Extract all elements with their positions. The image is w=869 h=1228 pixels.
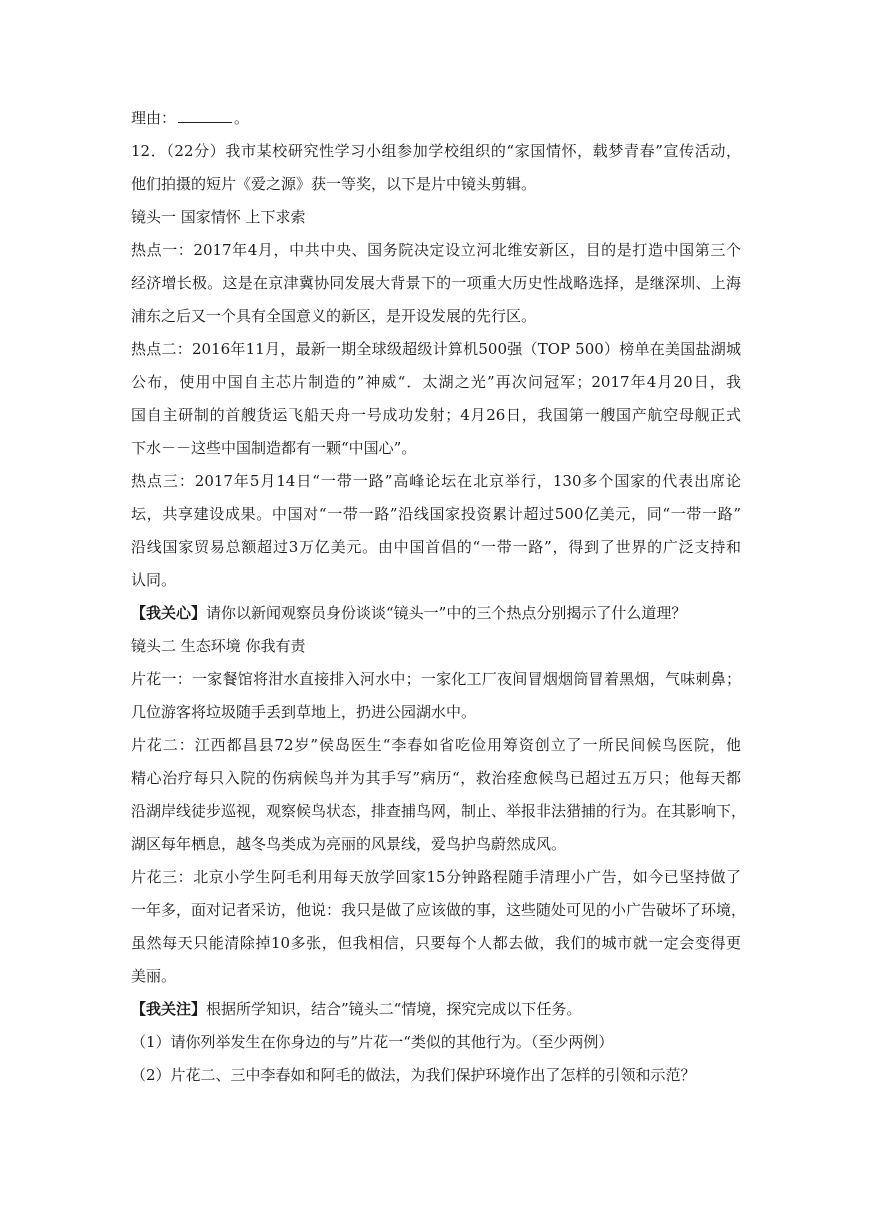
question-tag: 【我关心】 — [131, 604, 207, 622]
flower2-line-4: 湖区每年栖息，越冬鸟类成为亮丽的风景线，爱鸟护鸟蔚然成风。 — [131, 835, 567, 853]
hot3-line-3: 沿线国家贸易总额超过3万亿美元。由中国首倡的“一带一路”，得到了世界的广泛支持和 — [131, 538, 741, 556]
flower2-line-3: 沿湖岸线徒步巡视，观察候鸟状态，排查捕鸟网，制止、举报非法猎捕的行为。在其影响下， — [131, 802, 747, 820]
hot1-line-1: 热点一：2017年4月，中共中央、国务院决定设立河北维安新区，目的是打造中国第三个 — [131, 241, 741, 259]
flower1-line-2: 几位游客将垃圾随手丢到草地上，扔进公园湖水中。 — [131, 703, 477, 721]
flower3-line-4: 美丽。 — [131, 967, 177, 985]
hot2-line-4: 下水－－这些中国制造都有一颗“中国心”。 — [131, 439, 417, 457]
hot3-line-4: 认同。 — [131, 571, 177, 589]
document-page — [131, 108, 747, 1085]
sub-question-2: （2）片花二、三中李春如和阿毛的做法，为我们保护环境作出了怎样的引领和示范？ — [131, 1066, 696, 1084]
reason-suffix: 。 — [234, 109, 250, 127]
hot2-line-1: 热点二：2016年11月，最新一期全球级超级计算机500强（TOP 500）榜单在美国盐湖城 — [131, 340, 741, 358]
q12-line-1: 12．（22分）我市某校研究性学习小组参加学校组织的“家国情怀，载梦青春”宣传活动， — [131, 142, 741, 160]
hot3-line-1: 热点三：2017年5月14日“一带一路”高峰论坛在北京举行，130多个国家的代表出席论 — [131, 472, 741, 490]
flower2-line-1: 片花二：江西都昌县72岁”侯岛医生“李春如省吃俭用筹资创立了一所民间候鸟医院，他 — [131, 736, 741, 754]
flower3-line-1: 片花三：北京小学生阿毛利用每天放学回家15分钟路程随手清理小广告，如今已坚持做了 — [131, 868, 741, 886]
hot1-line-2: 经济增长极。这是在京津冀协同发展大背景下的一项重大历史性战略选择，是继深圳、上海 — [131, 274, 741, 292]
shot2-task — [131, 999, 741, 1019]
sub-question-1: （1）请你列举发生在你身边的与”片花一“类似的其他行为。（至少两例） — [131, 1033, 614, 1051]
hot2-line-3: 国自主研制的首艘货运飞船天舟一号成功发射；4月26日，我国第一艘国产航空母舰正式 — [131, 406, 741, 424]
flower2-line-2: 精心治疗每只入院的伤病候鸟并为其手写”病历“，救治痊愈候鸟已超过五万只；他每天都 — [131, 769, 741, 787]
reason-prefix: 理由： — [131, 109, 177, 127]
shot1-title: 镜头一 国家情怀 上下求索 — [131, 208, 306, 226]
task-tag: 【我关注】 — [131, 1000, 207, 1018]
hot1-line-3: 浦东之后又一个具有全国意义的新区，是开设发展的先行区。 — [131, 307, 537, 325]
hot2-line-2: 公布，使用中国自主芯片制造的”神威“．太湖之光”再次问冠军；2017年4月20日，我 — [131, 373, 741, 391]
question-text: 请你以新闻观察员身份谈谈“镜头一”中的三个热点分别揭示了什么道理？ — [206, 604, 687, 622]
shot1-question — [131, 603, 741, 623]
task-text: 根据所学知识，结合”镜头二“情境，探究完成以下任务。 — [206, 1000, 582, 1018]
flower1-line-1: 片花一：一家餐馆将泔水直接排入河水中；一家化工厂夜间冒烟烟筒冒着黑烟，气味刺鼻； — [131, 670, 741, 688]
q12-line-2: 他们拍摄的短片《爱之源》获一等奖，以下是片中镜头剪辑。 — [131, 175, 537, 193]
answer-blank — [178, 108, 232, 123]
reason-line — [131, 108, 741, 128]
hot3-line-2: 坛，共享建设成果。中国对“一带一路”沿线国家投资累计超过500亿美元，同“一带一路” — [131, 505, 741, 523]
flower3-line-2: 一年多，面对记者采访，他说：我只是做了应该做的事，这些随处可见的小广告破坏了环境， — [131, 901, 747, 919]
flower3-line-3: 虽然每天只能清除掉10多张，但我相信，只要每个人都去做，我们的城市就一定会变得更 — [131, 934, 741, 952]
shot2-title: 镜头二 生态环境 你我有责 — [131, 637, 306, 655]
